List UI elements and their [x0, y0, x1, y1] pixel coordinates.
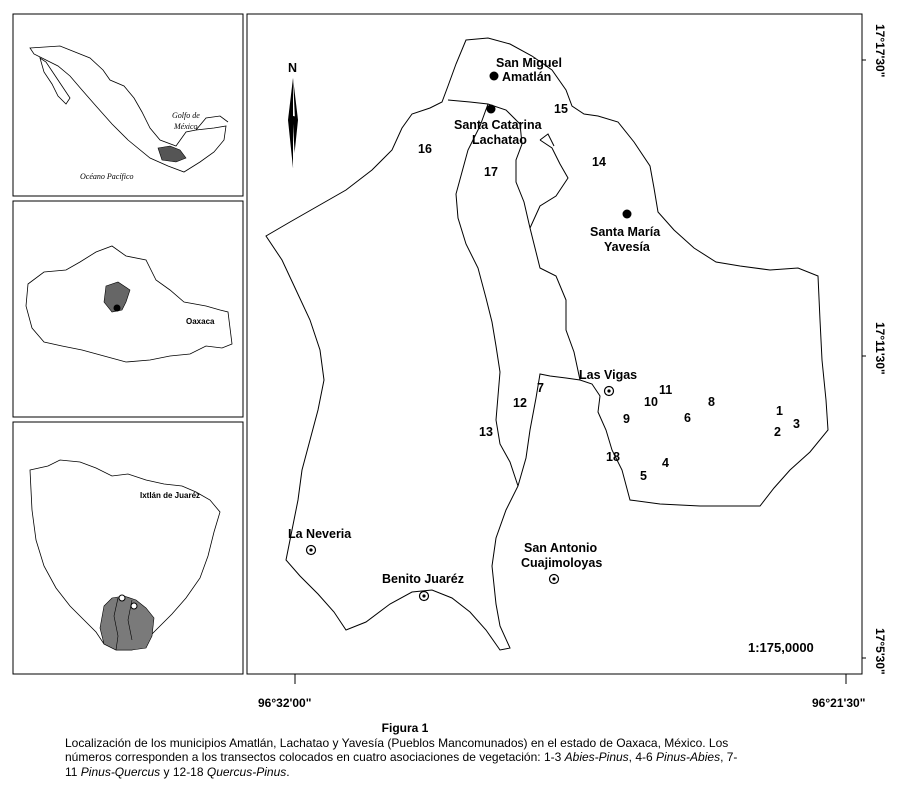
- caption-pinus-quercus: Pinus-Quercus: [80, 764, 161, 779]
- lat-label-bottom: 17°5'30": [873, 628, 887, 675]
- filled-dot-icon: [487, 105, 496, 114]
- caption-quercus-pinus: Quercus-Pinus: [206, 764, 287, 779]
- transect-1: 1: [776, 404, 783, 418]
- town-label: Benito Juaréz: [382, 572, 464, 586]
- town-san-miguel-amatlan: [490, 56, 562, 84]
- pacific-label: Océano Pacífico: [80, 172, 134, 181]
- caption-body: [65, 736, 745, 780]
- transect-11: 11: [659, 383, 673, 397]
- town-label: San Miguel: [496, 56, 562, 70]
- transect-7: 7: [537, 381, 544, 395]
- caption-sep2: , 7-11: [65, 750, 738, 779]
- transect-6: 6: [684, 411, 691, 425]
- town-benito-juarez: [382, 572, 464, 601]
- figure-caption: [65, 721, 745, 779]
- transect-5: 5: [640, 469, 647, 483]
- town-santa-maria-yavesia: [590, 210, 661, 255]
- town-label: Yavesía: [604, 240, 650, 254]
- mexico-outline: [30, 46, 228, 172]
- inset-oaxaca-frame: [13, 201, 243, 417]
- transect-16: 16: [418, 142, 432, 156]
- town-label: Amatlán: [502, 70, 552, 84]
- transect-12: 12: [513, 396, 527, 410]
- location-dot: [114, 305, 121, 312]
- town-label: San Antonio: [524, 541, 598, 555]
- transect-10: 10: [644, 395, 658, 409]
- latitude-axis: [862, 24, 887, 675]
- gulf-label-2: México: [174, 122, 198, 131]
- caption-sep1: , 4-6: [628, 750, 657, 764]
- town-label: Santa María: [590, 225, 661, 239]
- transect-14: 14: [592, 155, 606, 169]
- ring-dot-center: [607, 389, 610, 392]
- transect-17: 17: [484, 165, 498, 179]
- town-label: Las Vigas: [579, 368, 638, 382]
- caption-end: .: [286, 764, 290, 779]
- town-las-vigas: [579, 368, 637, 396]
- transect-8: 8: [708, 395, 715, 409]
- transect-9: 9: [623, 412, 630, 426]
- town-label: Lachatao: [472, 133, 527, 147]
- gulf-label-1: Golfo de: [172, 111, 200, 120]
- filled-dot-icon: [490, 72, 499, 81]
- longitude-axis: [258, 674, 865, 710]
- ixtlan-label: Ixtlán de Juaréz: [140, 491, 201, 500]
- transect-4: 4: [662, 456, 669, 470]
- transect-15: 15: [554, 102, 568, 116]
- inset-mexico-frame: [13, 14, 243, 196]
- oaxaca-highlight-shape: [158, 146, 186, 162]
- caption-text: Localización de los municipios Amatlán, Lachatao y Yavesía (Pueblos Mancomunados) en el estado de Oaxaca, México. Los números corresponden a los transectos colocados en cuatro asociaciones de vegetación: 1-3: [65, 735, 729, 764]
- transect-labels: [418, 102, 800, 483]
- caption-abies-pinus: Abies-Pinus: [564, 750, 629, 764]
- ring-dot-center: [552, 577, 555, 580]
- caption-sep3: y 12-18: [160, 764, 207, 779]
- town-santa-catarina-lachatao: [454, 105, 543, 148]
- town-label: Cuajimoloyas: [521, 556, 603, 570]
- transect-2: 2: [774, 425, 781, 439]
- lat-label-mid: 17°11'30": [873, 322, 887, 375]
- ixtlan-ring-dot-2: [131, 603, 137, 609]
- town-label: Santa Catarina: [454, 118, 542, 132]
- oaxaca-outline: [26, 246, 232, 362]
- town-la-neveria: [288, 527, 352, 555]
- north-label: N: [288, 61, 298, 75]
- pueblos-highlight: [100, 596, 154, 650]
- caption-title: Figura 1: [381, 721, 429, 735]
- town-label: La Neveria: [288, 527, 352, 541]
- map-scale: 1:175,0000: [748, 640, 814, 655]
- ixtlan-ring-dot-1: [119, 595, 125, 601]
- oaxaca-label: Oaxaca: [186, 317, 215, 326]
- lon-label-left: 96°32'00": [258, 696, 312, 710]
- transect-18: 18: [606, 450, 620, 464]
- ring-dot-center: [309, 548, 312, 551]
- ring-dot-center: [422, 594, 425, 597]
- transect-3: 3: [793, 417, 800, 431]
- town-san-antonio-cuajimoloyas: [521, 541, 602, 584]
- north-arrow-icon: [288, 61, 298, 168]
- filled-dot-icon: [623, 210, 632, 219]
- caption-pinus-abies: Pinus-Abies: [656, 750, 721, 764]
- transect-13: 13: [479, 425, 493, 439]
- lon-label-right: 96°21'30": [812, 696, 866, 710]
- lat-label-top: 17°17'30": [873, 24, 887, 78]
